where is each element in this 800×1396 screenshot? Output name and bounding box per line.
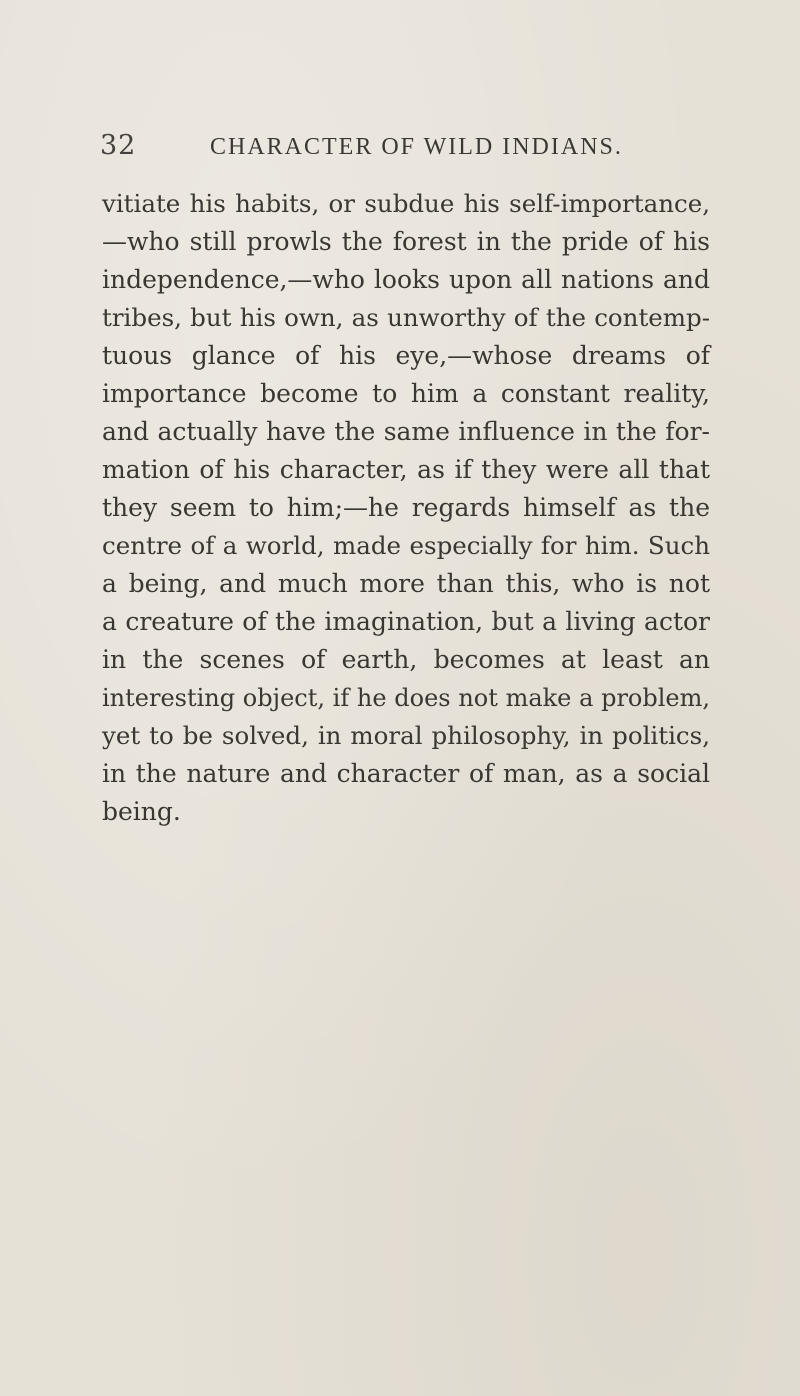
page-header bbox=[100, 130, 720, 170]
text-line: a creature of the imagination, but a living actor bbox=[102, 607, 710, 636]
text-line: a being, and much more than this, who is not bbox=[102, 569, 710, 598]
text-line: tuous glance of his eye,—whose dreams of bbox=[102, 341, 710, 370]
text-line: and actually have the same influence in the for- bbox=[102, 417, 710, 446]
body-text bbox=[102, 185, 710, 831]
text-line: interesting object, if he does not make a problem, bbox=[102, 684, 710, 712]
text-line: —who still prowls the forest in the pride of his bbox=[102, 227, 710, 256]
text-line: centre of a world, made especially for him. Such bbox=[102, 531, 710, 560]
running-title: CHARACTER OF WILD INDIANS. bbox=[210, 134, 623, 160]
text-line: mation of his character, as if they were all that bbox=[102, 455, 710, 484]
page-number: 32 bbox=[100, 130, 137, 161]
text-line: being. bbox=[102, 797, 181, 826]
text-line: in the scenes of earth, becomes at least an bbox=[102, 645, 710, 674]
text-line: independence,—who looks upon all nations and bbox=[102, 265, 710, 294]
text-line: importance become to him a constant reality, bbox=[102, 379, 710, 408]
text-line: they seem to him;—he regards himself as the bbox=[102, 493, 710, 522]
text-line: tribes, but his own, as unworthy of the contemp- bbox=[102, 303, 710, 332]
text-line: vitiate his habits, or subdue his self-importance, bbox=[102, 189, 710, 218]
text-line: yet to be solved, in moral philosophy, in politics, bbox=[102, 721, 710, 750]
text-line: in the nature and character of man, as a social bbox=[102, 759, 710, 788]
